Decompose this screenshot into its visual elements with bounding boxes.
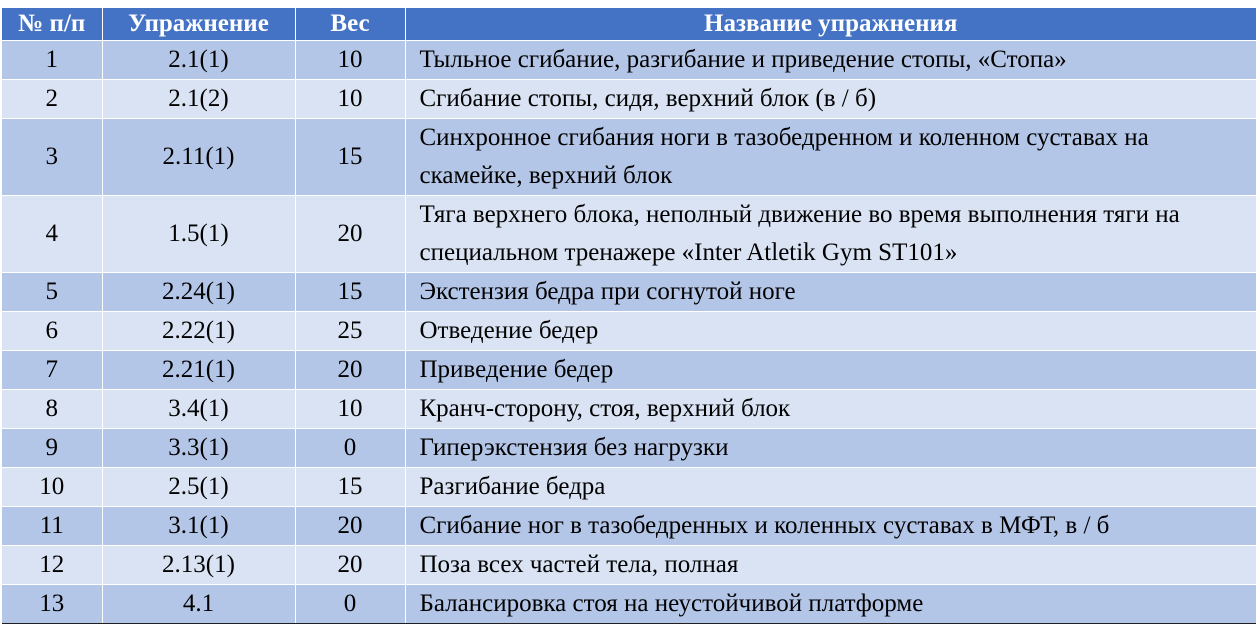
table-header	[2, 8, 1256, 41]
table-row	[2, 196, 1256, 273]
table-body	[2, 41, 1256, 624]
cell-name: Тяга верхнего блока, неполный движение во время выполнения тяги на специальном тренажере «Inter Atletik Gym ST101»	[405, 196, 1256, 273]
cell-exercise: 2.24(1)	[102, 273, 295, 312]
cell-num: 6	[2, 312, 102, 351]
header-weight: Вес	[295, 8, 405, 41]
cell-weight: 20	[295, 196, 405, 273]
cell-exercise: 3.3(1)	[102, 429, 295, 468]
cell-num: 2	[2, 80, 102, 119]
cell-num: 9	[2, 429, 102, 468]
cell-weight: 25	[295, 312, 405, 351]
cell-name: Кранч-сторону, стоя, верхний блок	[405, 390, 1256, 429]
cell-exercise: 3.4(1)	[102, 390, 295, 429]
cell-weight: 10	[295, 80, 405, 119]
cell-num: 4	[2, 196, 102, 273]
cell-name: Поза всех частей тела, полная	[405, 546, 1256, 585]
cell-exercise: 2.13(1)	[102, 546, 295, 585]
table-row	[2, 390, 1256, 429]
header-name: Название упражнения	[405, 8, 1256, 41]
cell-num: 10	[2, 468, 102, 507]
cell-exercise: 2.21(1)	[102, 351, 295, 390]
cell-weight: 20	[295, 507, 405, 546]
table-row	[2, 80, 1256, 119]
table-row	[2, 273, 1256, 312]
table-row	[2, 312, 1256, 351]
table-row	[2, 468, 1256, 507]
exercise-table	[2, 8, 1256, 624]
table-row	[2, 119, 1256, 196]
cell-weight: 15	[295, 468, 405, 507]
cell-exercise: 2.22(1)	[102, 312, 295, 351]
table-row	[2, 41, 1256, 80]
cell-exercise: 2.1(1)	[102, 41, 295, 80]
cell-num: 1	[2, 41, 102, 80]
cell-weight: 20	[295, 351, 405, 390]
cell-num: 8	[2, 390, 102, 429]
cell-weight: 20	[295, 546, 405, 585]
cell-name: Синхронное сгибания ноги в тазобедренном и коленном суставах на скамейке, верхний блок	[405, 119, 1256, 196]
cell-exercise: 2.11(1)	[102, 119, 295, 196]
header-num: № п/п	[2, 8, 102, 41]
cell-weight: 15	[295, 119, 405, 196]
cell-num: 7	[2, 351, 102, 390]
cell-weight: 10	[295, 41, 405, 80]
table-row	[2, 507, 1256, 546]
cell-name: Сгибание стопы, сидя, верхний блок (в / б)	[405, 80, 1256, 119]
cell-num: 5	[2, 273, 102, 312]
cell-exercise: 1.5(1)	[102, 196, 295, 273]
header-exercise: Упражнение	[102, 8, 295, 41]
table-row	[2, 546, 1256, 585]
cell-weight: 10	[295, 390, 405, 429]
table-row	[2, 585, 1256, 624]
cell-exercise: 3.1(1)	[102, 507, 295, 546]
cell-name: Отведение бедер	[405, 312, 1256, 351]
cell-exercise: 2.1(2)	[102, 80, 295, 119]
cell-exercise: 2.5(1)	[102, 468, 295, 507]
cell-exercise: 4.1	[102, 585, 295, 624]
cell-name: Сгибание ног в тазобедренных и коленных суставах в МФТ, в / б	[405, 507, 1256, 546]
cell-weight: 0	[295, 585, 405, 624]
cell-name: Экстензия бедра при согнутой ноге	[405, 273, 1256, 312]
table-row	[2, 351, 1256, 390]
cell-name: Приведение бедер	[405, 351, 1256, 390]
cell-name: Гиперэкстензия без нагрузки	[405, 429, 1256, 468]
cell-weight: 15	[295, 273, 405, 312]
cell-num: 11	[2, 507, 102, 546]
cell-num: 13	[2, 585, 102, 624]
header-row	[2, 8, 1256, 41]
cell-name: Балансировка стоя на неустойчивой платформе	[405, 585, 1256, 624]
cell-num: 12	[2, 546, 102, 585]
table-row	[2, 429, 1256, 468]
cell-weight: 0	[295, 429, 405, 468]
cell-name: Тыльное сгибание, разгибание и приведение стопы, «Стопа»	[405, 41, 1256, 80]
cell-name: Разгибание бедра	[405, 468, 1256, 507]
cell-num: 3	[2, 119, 102, 196]
